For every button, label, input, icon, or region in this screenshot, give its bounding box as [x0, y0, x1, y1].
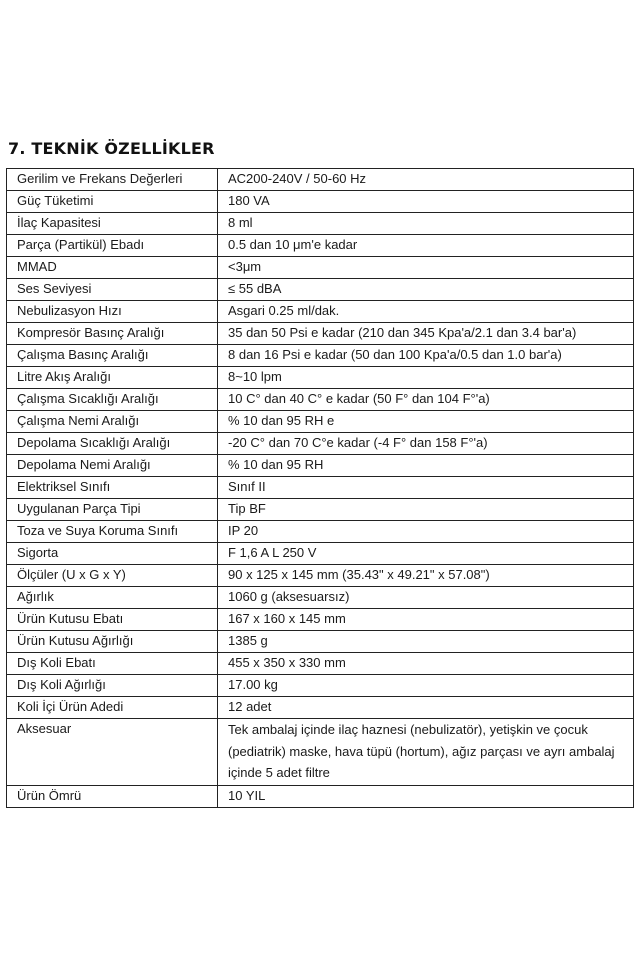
spec-label: Depolama Nemi Aralığı [7, 455, 218, 477]
spec-label: Elektriksel Sınıfı [7, 477, 218, 499]
spec-label: Ağırlık [7, 587, 218, 609]
spec-label: Kompresör Basınç Aralığı [7, 323, 218, 345]
section-title: 7. TEKNİK ÖZELLİKLER [8, 139, 215, 158]
spec-value: 12 adet [218, 697, 634, 719]
spec-label: Parça (Partikül) Ebadı [7, 235, 218, 257]
table-row [7, 675, 634, 697]
spec-value: % 10 dan 95 RH e [218, 411, 634, 433]
spec-table [6, 168, 634, 808]
table-row [7, 169, 634, 191]
table-row [7, 279, 634, 301]
table-row [7, 587, 634, 609]
spec-label: Ses Seviyesi [7, 279, 218, 301]
spec-label: Nebulizasyon Hızı [7, 301, 218, 323]
spec-value: 167 x 160 x 145 mm [218, 609, 634, 631]
table-row [7, 543, 634, 565]
table-row [7, 213, 634, 235]
spec-value: 1060 g (aksesuarsız) [218, 587, 634, 609]
table-row [7, 235, 634, 257]
spec-label: Ürün Kutusu Ağırlığı [7, 631, 218, 653]
spec-label: Ürün Kutusu Ebatı [7, 609, 218, 631]
spec-label: Çalışma Basınç Aralığı [7, 345, 218, 367]
spec-label: Sigorta [7, 543, 218, 565]
spec-value: 455 x 350 x 330 mm [218, 653, 634, 675]
table-row [7, 433, 634, 455]
spec-value: AC200-240V / 50-60 Hz [218, 169, 634, 191]
spec-label: İlaç Kapasitesi [7, 213, 218, 235]
spec-value: ≤ 55 dBA [218, 279, 634, 301]
spec-label: Depolama Sıcaklığı Aralığı [7, 433, 218, 455]
table-row [7, 455, 634, 477]
spec-label: Ürün Ömrü [7, 786, 218, 808]
table-row [7, 653, 634, 675]
table-row [7, 521, 634, 543]
table-row [7, 631, 634, 653]
spec-label: Litre Akış Aralığı [7, 367, 218, 389]
table-row [7, 323, 634, 345]
table-row [7, 565, 634, 587]
spec-value: F 1,6 A L 250 V [218, 543, 634, 565]
spec-label: Koli İçi Ürün Adedi [7, 697, 218, 719]
table-row [7, 389, 634, 411]
spec-value: 90 x 125 x 145 mm (35.43" x 49.21" x 57.08") [218, 565, 634, 587]
table-row [7, 367, 634, 389]
spec-value: Tip BF [218, 499, 634, 521]
table-row [7, 609, 634, 631]
spec-value: 180 VA [218, 191, 634, 213]
table-row [7, 191, 634, 213]
table-row [7, 477, 634, 499]
spec-value: 17.00 kg [218, 675, 634, 697]
table-row [7, 411, 634, 433]
table-row [7, 301, 634, 323]
spec-label: MMAD [7, 257, 218, 279]
spec-value: 0.5 dan 10 μm'e kadar [218, 235, 634, 257]
spec-value: Tek ambalaj içinde ilaç haznesi (nebulizatör), yetişkin ve çocuk (pediatrik) maske, hava tüpü (hortum), ağız parçası ve ayrı ambalaj içinde 5 adet filtre [218, 719, 634, 786]
table-row [7, 257, 634, 279]
table-row [7, 345, 634, 367]
spec-value: 8~10 lpm [218, 367, 634, 389]
spec-label: Ölçüler (U x G x Y) [7, 565, 218, 587]
spec-value: 8 ml [218, 213, 634, 235]
spec-label: Dış Koli Ebatı [7, 653, 218, 675]
table-row [7, 719, 634, 786]
table-row [7, 697, 634, 719]
spec-value: Sınıf II [218, 477, 634, 499]
spec-label: Güç Tüketimi [7, 191, 218, 213]
spec-label: Gerilim ve Frekans Değerleri [7, 169, 218, 191]
spec-label: Dış Koli Ağırlığı [7, 675, 218, 697]
spec-label: Çalışma Sıcaklığı Aralığı [7, 389, 218, 411]
table-row [7, 499, 634, 521]
spec-value: Asgari 0.25 ml/dak. [218, 301, 634, 323]
spec-value: 1385 g [218, 631, 634, 653]
spec-value: % 10 dan 95 RH [218, 455, 634, 477]
spec-value: 8 dan 16 Psi e kadar (50 dan 100 Kpa'a/0.5 dan 1.0 bar'a) [218, 345, 634, 367]
spec-label: Aksesuar [7, 719, 218, 786]
spec-label: Uygulanan Parça Tipi [7, 499, 218, 521]
spec-value: 10 C° dan 40 C° e kadar (50 F° dan 104 F°'a) [218, 389, 634, 411]
spec-value: 35 dan 50 Psi e kadar (210 dan 345 Kpa'a/2.1 dan 3.4 bar'a) [218, 323, 634, 345]
spec-value: IP 20 [218, 521, 634, 543]
spec-label: Çalışma Nemi Aralığı [7, 411, 218, 433]
spec-label: Toza ve Suya Koruma Sınıfı [7, 521, 218, 543]
spec-value: <3μm [218, 257, 634, 279]
spec-value: 10 YIL [218, 786, 634, 808]
table-row [7, 786, 634, 808]
spec-value: -20 C° dan 70 C°e kadar (-4 F° dan 158 F°'a) [218, 433, 634, 455]
